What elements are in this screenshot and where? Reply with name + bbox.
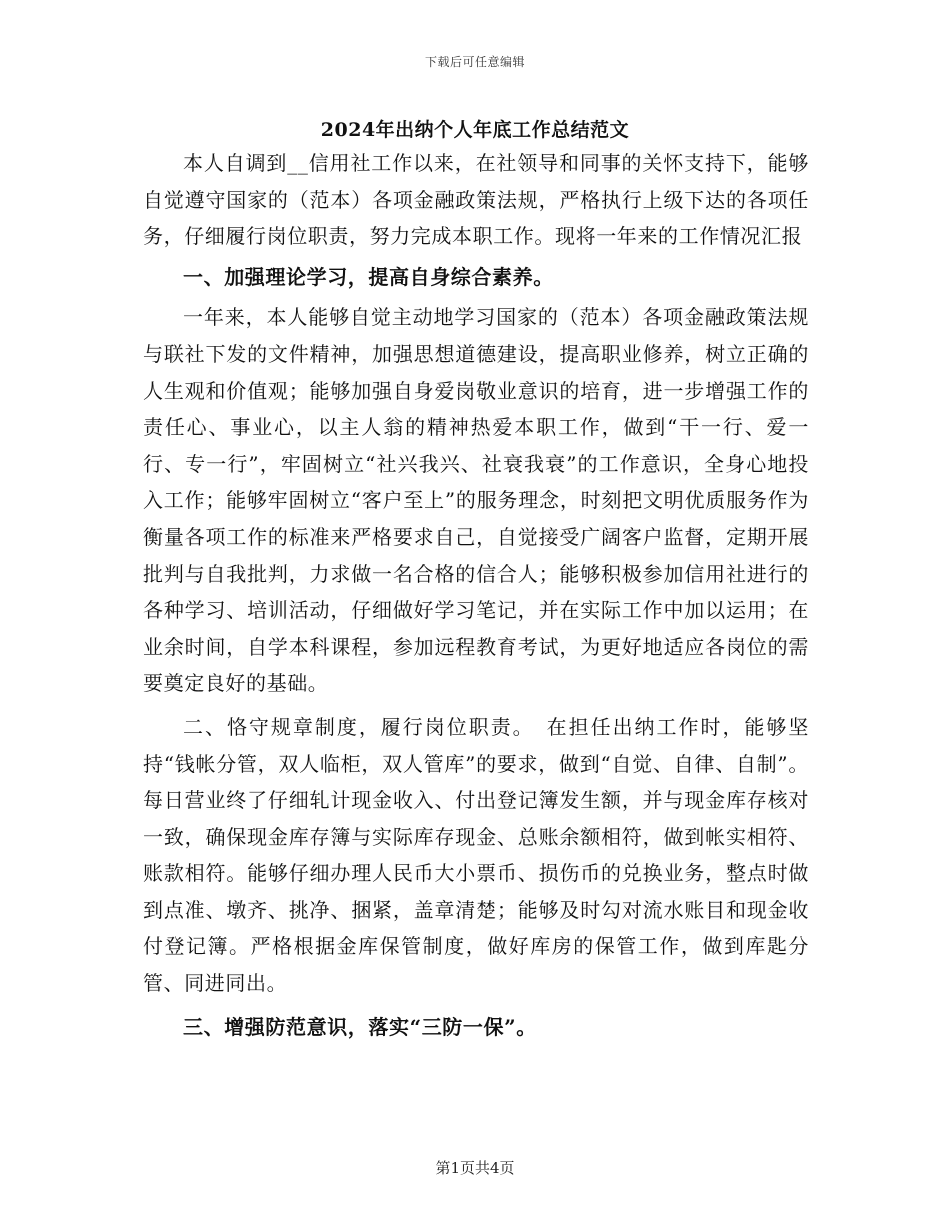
section-heading-1: 一、加强理论学习，提高自身综合素养。 bbox=[183, 264, 554, 289]
section-2-paragraph: 二、恪守规章制度，履行岗位职责。 在担任出纳工作时，能够坚持“钱帐分管，双人临柜，双人管库”的要求，做到“自觉、自律、自制”。每日营业终了仔细轧计现金收入、付出登记簿发生额，并与现金库存核对一致，确保现金库存簿与实际库存现金、总账余额相符，做到帐实相符、账款相符。能够仔细办理人民币大小票币、损伤币的兑换业务，整点时做到点准、墩齐、挑净、捆紧，盖章清楚；能够及时勾对流水账目和现金收付登记簿。严格根据金库保管制度，做好库房的保管工作，做到库匙分管、同进同出。 bbox=[143, 714, 809, 996]
document-title: 2024年出纳个人年底工作总结范文 bbox=[320, 119, 630, 141]
document-body bbox=[143, 145, 809, 1049]
section-1-paragraph: 一年来，本人能够自觉主动地学习国家的（范本）各项金融政策法规与联社下发的文件精神，加强思想道德建设，提高职业修养，树立正确的人生观和价值观；能够加强自身爱岗敬业意识的培育，进一步增强工作的责任心、事业心，以主人翁的精神热爱本职工作，做到“干一行、爱一行、专一行”，牢固树立“社兴我兴、社衰我衰”的工作意识，全身心地投入工作；能够牢固树立“客户至上”的服务理念，时刻把文明优质服务作为衡量各项工作的标准来严格要求自己，自觉接受广阔客户监督，定期开展批判与自我批判，力求做一名合格的信合人；能够积极参加信用社进行的各种学习、培训活动，仔细做好学习笔记，并在实际工作中加以运用；在业余时间，自学本科课程，参加远程教育考试，为更好地适应各岗位的需要奠定良好的基础。 bbox=[143, 305, 809, 696]
header-note: 下载后可任意编辑 bbox=[424, 55, 525, 69]
section-heading-3: 三、增强防范意识，落实“三防一保”。 bbox=[183, 1014, 537, 1039]
intro-paragraph: 本人自调到__信用社工作以来，在社领导和同事的关怀支持下，能够自觉遵守国家的（范本）各项金融政策法规，严格执行上级下达的各项任务，仔细履行岗位职责，努力完成本职工作。现将一年来的工作情况汇报 bbox=[143, 151, 809, 249]
page-footer: 第1页共4页 bbox=[435, 1159, 515, 1177]
